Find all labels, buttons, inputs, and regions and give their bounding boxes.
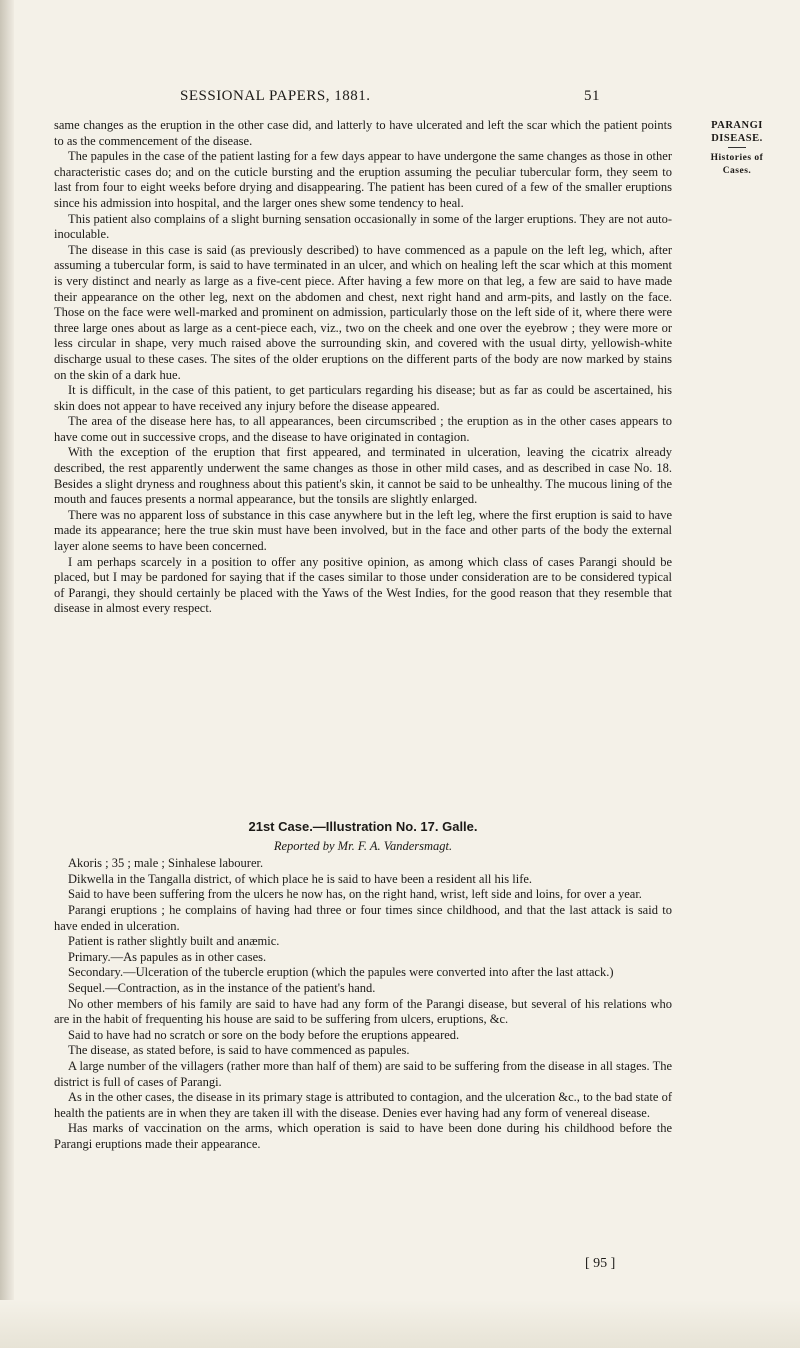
- paragraph: It is difficult, in the case of this patient, to get particulars regarding his disease; but as far as could be ascertained, his skin does not appear to have received any injury before the disease appeared.: [54, 383, 672, 413]
- case-line: Sequel.—Contraction, as in the instance of the patient's hand.: [68, 980, 376, 995]
- margin-sidenote: [682, 119, 792, 178]
- case-line: Dikwella in the Tangalla district, of which place he is said to have been a resident all his life.: [68, 871, 533, 886]
- case-line: As in the other cases, the disease in its primary stage is attributed to contagion, and the ulceration &c., to the bad state of health the patients are in when they are taken ill with the disease. Denies ever having had any form of venereal disease.: [54, 1090, 672, 1120]
- page-number: 51: [584, 88, 600, 104]
- paragraph: same changes as the eruption in the other case did, and latterly to have ulcerated and left the scar which the patient points to as the commencement of the disease.: [54, 118, 672, 148]
- paragraph: The area of the disease here has, to all appearances, been circumscribed ; the eruption as in the other cases appears to have come out in successive crops, and the disease to have originated in contagion.: [54, 414, 672, 444]
- paragraph: The disease in this case is said (as previously described) to have commenced as a papule on the left leg, which, after assuming a tubercular form, is said to have terminated in an ulcer, and which on healing left the scar which at this moment is very distinct and nearly as large as a five-cent piece. After having a few more on that leg, a few are said to have made their appearance on the other leg, next on the abdomen and chest, next right hand and arm-pits, and lastly on the face. Those on the face were well-marked and prominent on admission, particularly those on the left side of it, where there were three large ones about as large as a cent-piece each, viz., two on the cheek and one over the eyebrow ; they were more or less circular in shape, very much raised above the surrounding skin, and covered with the usual dirty, yellowish-white discharge usual to these cases. The sites of the older eruptions on the different parts of the body are now marked by stains on the skin of a dark hue.: [54, 242, 672, 382]
- sidenote-parangi: PARANGI: [711, 120, 763, 131]
- case-line: Primary.—As papules as in other cases.: [68, 949, 267, 964]
- body-text: [54, 118, 672, 617]
- header-title: SESSIONAL PAPERS, 1881.: [180, 88, 371, 104]
- page-bottom-shade: [0, 1300, 800, 1348]
- sidenote-disease: DISEASE.: [711, 133, 763, 144]
- case-line: Said to have been suffering from the ulcers he now has, on the right hand, wrist, left side and loins, for over a year.: [68, 887, 642, 902]
- paragraph: With the exception of the eruption that first appeared, and terminated in ulceration, leaving the cicatrix already described, the rest apparently underwent the same changes as those in other mild cases, and as described in case No. 18. Besides a slight dryness and roughness about this patient's skin, it cannot be said to be unhealthy. The mucous lining of the mouth and fauces presents a normal appearance, but the tonsils are slightly enlarged.: [54, 445, 672, 507]
- case-reporter: Reported by Mr. F. A. Vandersmagt.: [273, 838, 453, 853]
- paragraph: The papules in the case of the patient lasting for a few days appear to have undergone the same changes as those in other characteristic cases do; and on the cuticle bursting and the eruption assuming the peculiar tubercular form, they seem to last from four to eight weeks before drying and disappearing. The patient has been cured of a few of the smaller eruptions since his admission into hospital, and the larger ones shew some tendency to heal.: [54, 149, 672, 210]
- sidenote-histories: Histories of: [710, 153, 764, 163]
- case-line: Patient is rather slightly built and anæmic.: [68, 934, 280, 949]
- case-section: [54, 819, 672, 1152]
- case-line: Parangi eruptions ; he complains of having had three or four times since childhood, and that the last attack is said to have ended in ulceration.: [54, 902, 672, 933]
- paragraph: This patient also complains of a slight burning sensation occasionally in some of the larger eruptions. They are not auto-inoculable.: [54, 211, 672, 242]
- paragraph: There was no apparent loss of substance in this case anywhere but in the left leg, where the first eruption is said to have made its appearance; here the true skin must have been involved, but in the face and other parts of the body the external layer alone seems to have been concerned.: [54, 507, 672, 554]
- case-line: The disease, as stated before, is said to have commenced as papules.: [68, 1043, 410, 1058]
- case-line: Secondary.—Ulceration of the tubercle eruption (which the papules were converted into after the last attack.): [68, 965, 614, 980]
- footer-page-number: [ 95 ]: [585, 1256, 616, 1271]
- case-line: A large number of the villagers (rather more than half of them) are said to be suffering from the disease in all stages. The district is full of cases of Parangi.: [54, 1058, 672, 1089]
- sidenote-cases: Cases.: [722, 166, 752, 176]
- paragraph: I am perhaps scarcely in a position to offer any positive opinion, as among which class of cases Parangi should be placed, but I may be pardoned for saying that if the cases similar to those under consideration are to be considered typical of Parangi, they should certainly be placed with the Yaws of the West Indies, for the good reason that they resemble that disease in almost every respect.: [54, 554, 672, 616]
- case-line: Has marks of vaccination on the arms, which operation is said to have been done during his childhood before the Parangi eruptions made their appearance.: [54, 1121, 672, 1151]
- sidenote-rule: [728, 147, 746, 148]
- case-heading: 21st Case.—Illustration No. 17. Galle.: [248, 819, 478, 834]
- case-line: Akoris ; 35 ; male ; Sinhalese labourer.: [68, 856, 264, 871]
- case-line: Said to have had no scratch or sore on the body before the eruptions appeared.: [68, 1027, 460, 1042]
- page-edge-shadow: [0, 0, 14, 1348]
- case-line: No other members of his family are said to have had any form of the Parangi disease, but several of his relations who are in the habit of frequenting his house are said to be suffering from ulcers, eruptions, &c.: [54, 996, 672, 1027]
